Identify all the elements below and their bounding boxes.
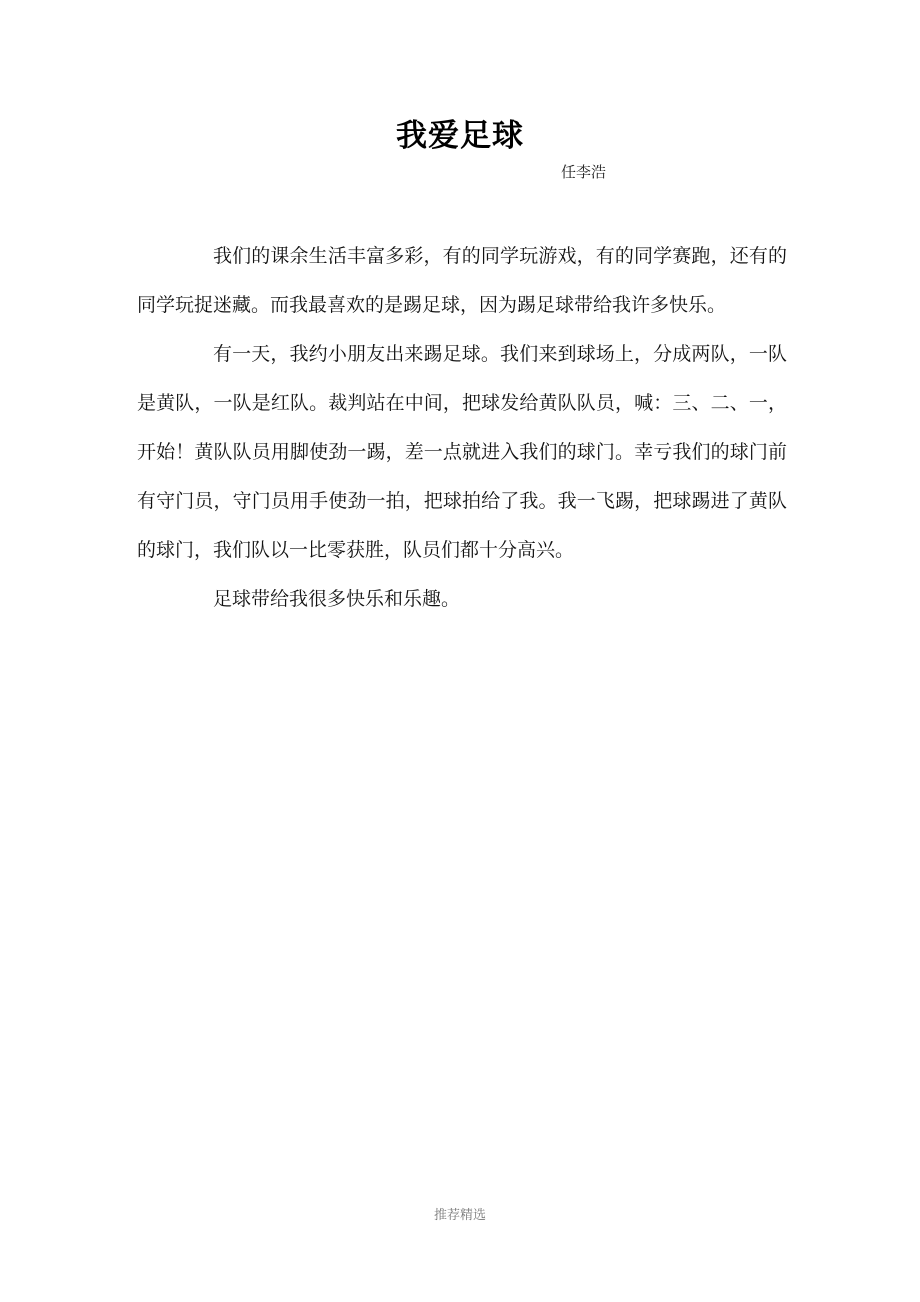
essay-body xyxy=(137,232,787,624)
paragraph-2: 有一天，我约小朋友出来踢足球。我们来到球场上，分成两队，一队是黄队，一队是红队。裁判站在中间，把球发给黄队队员，喊：三、二、一，开始！黄队队员用脚使劲一踢，差一点就进入我们的球门。幸亏我们的球门前有守门员，守门员用手使劲一拍，把球拍给了我。我一飞踢，把球踢进了黄队的球门，我们队以一比零获胜，队员们都十分高兴。 xyxy=(137,343,787,561)
page-footer: 推荐精选 xyxy=(433,1208,486,1223)
page-title: 我爱足球 xyxy=(396,118,524,154)
author-name: 任李浩 xyxy=(561,163,607,181)
paragraph-1: 我们的课余生活丰富多彩，有的同学玩游戏，有的同学赛跑，还有的同学玩捉迷藏。而我最喜欢的是踢足球，因为踢足球带给我许多快乐。 xyxy=(137,245,787,316)
paragraph-3: 足球带给我很多快乐和乐趣。 xyxy=(213,588,461,610)
